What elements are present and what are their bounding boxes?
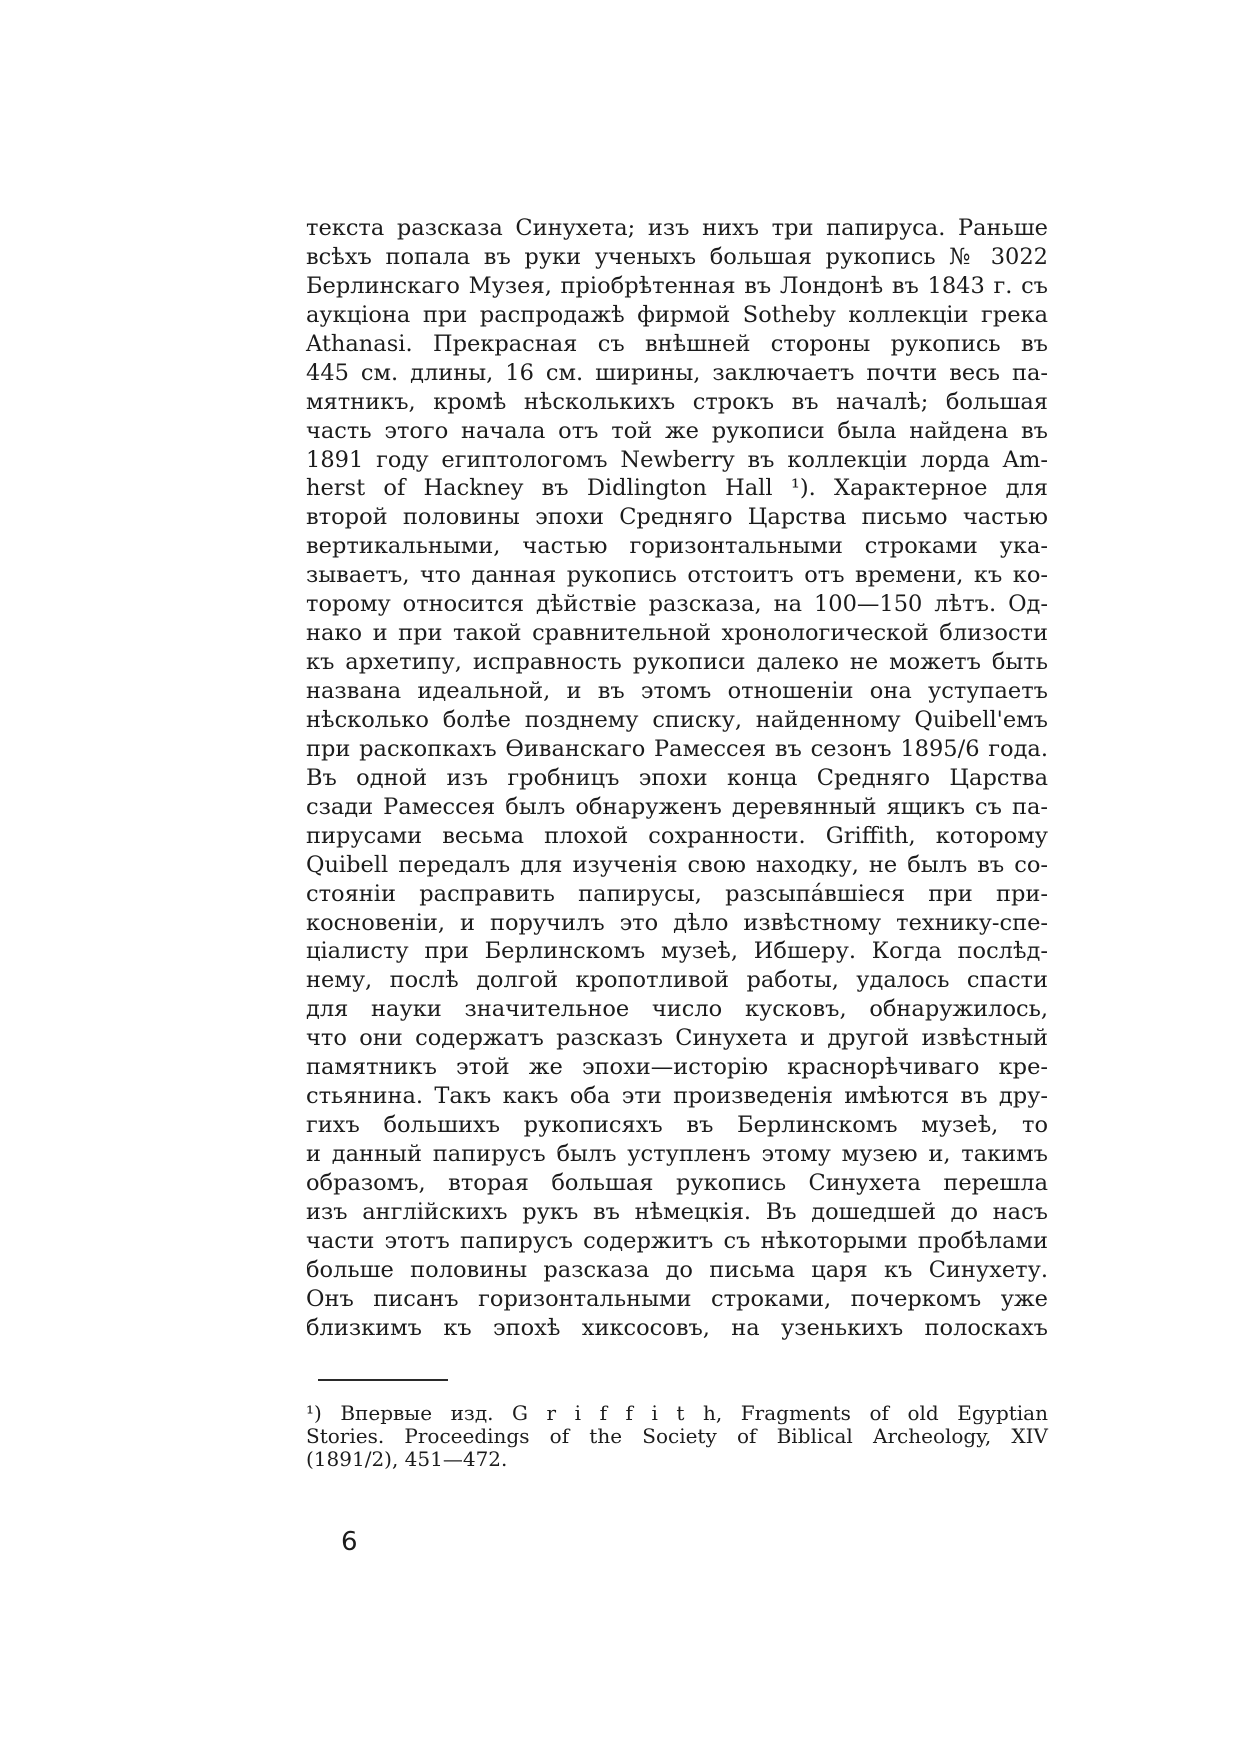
body-line: всѣхъ попала въ руки ученыхъ большая рукопись № 3022 bbox=[306, 243, 1048, 270]
body-line: текста разсказа Синухета; изъ нихъ три папируса. Раньше bbox=[306, 215, 1048, 241]
body-line: сзади Рамессея былъ обнаруженъ деревянный ящикъ съ па- bbox=[306, 793, 1048, 820]
body-line: зываетъ, что данная рукопись отстоитъ отъ времени, къ ко- bbox=[306, 562, 1048, 589]
body-line: ціалисту при Берлинскомъ музеѣ, Ибшеру. Когда послѣд- bbox=[306, 938, 1048, 965]
body-line: нѣсколько болѣе позднему списку, найденному Quibell'емъ bbox=[306, 706, 1048, 733]
body-line: памятникъ этой же эпохи—исторію краснорѣчиваго кре- bbox=[306, 1054, 1048, 1081]
body-line: 1891 году египтологомъ Newberry въ коллекціи лорда Am- bbox=[306, 446, 1048, 473]
body-line: стояніи расправить папирусы, разсыпа́вшіеся при при- bbox=[306, 880, 1048, 907]
body-line: и данный папирусъ былъ уступленъ этому музею и, такимъ bbox=[306, 1141, 1048, 1167]
body-line: части этотъ папирусъ содержитъ съ нѣкоторыми пробѣлами bbox=[306, 1227, 1048, 1254]
footnote-line: ¹) Впервые изд. G r i f f i t h, Fragments of old Egyptian bbox=[306, 1401, 1048, 1425]
page-number: 6 bbox=[341, 1527, 358, 1557]
footnote bbox=[306, 1402, 1048, 1471]
body-line: Въ одной изъ гробницъ эпохи конца Средняго Царства bbox=[306, 764, 1048, 791]
body-line: Берлинскаго Музея, пріобрѣтенная въ Лондонѣ въ 1843 г. съ bbox=[306, 272, 1048, 299]
body-text bbox=[306, 214, 1048, 1343]
body-line: Athanasi. Прекрасная съ внѣшней стороны рукопись въ bbox=[306, 330, 1048, 357]
body-line: торому относится дѣйствіе разсказа, на 100—150 лѣтъ. Од- bbox=[306, 591, 1048, 618]
body-line: больше половины разсказа до письма царя къ Синухету. bbox=[306, 1256, 1048, 1283]
footnote-line: Stories. Proceedings of the Society of Biblical Archeology, XIV bbox=[306, 1424, 1048, 1448]
body-line: нако и при такой сравнительной хронологической близости bbox=[306, 620, 1048, 647]
body-line: часть этого начала отъ той же рукописи была найдена въ bbox=[306, 417, 1048, 444]
body-line: herst of Hackney въ Didlington Hall ¹). Характерное для bbox=[306, 475, 1048, 502]
body-line: при раскопкахъ Ѳиванскаго Рамессея въ сезонъ 1895/6 года. bbox=[306, 735, 1048, 762]
body-line: для науки значительное число кусковъ, обнаружилось, bbox=[306, 996, 1048, 1023]
body-line: что они содержатъ разсказъ Синухета и другой извѣстный bbox=[306, 1025, 1048, 1052]
body-line: къ архетипу, исправность рукописи далеко не можетъ быть bbox=[306, 649, 1048, 676]
body-line: второй половины эпохи Средняго Царства письмо частью bbox=[306, 504, 1048, 531]
body-line: гихъ большихъ рукописяхъ въ Берлинскомъ музеѣ, то bbox=[306, 1112, 1048, 1139]
body-line: Quibell передалъ для изученія свою находку, не былъ въ со- bbox=[306, 851, 1048, 878]
body-line: изъ англійскихъ рукъ въ нѣмецкія. Въ дошедшей до насъ bbox=[306, 1198, 1048, 1225]
body-line: образомъ, вторая большая рукопись Синухета перешла bbox=[306, 1169, 1048, 1196]
body-line: 445 см. длины, 16 см. ширины, заключаетъ почти весь па- bbox=[306, 359, 1048, 386]
body-line: нему, послѣ долгой кропотливой работы, удалось спасти bbox=[306, 967, 1048, 994]
body-line: аукціона при распродажѣ фирмой Sotheby коллекціи грека bbox=[306, 301, 1048, 328]
body-line: косновеніи, и поручилъ это дѣло извѣстному технику-спе- bbox=[306, 909, 1048, 936]
footnote-divider bbox=[318, 1379, 448, 1381]
body-line: стьянина. Такъ какъ оба эти произведенія имѣются въ дру- bbox=[306, 1083, 1048, 1110]
body-line: Онъ писанъ горизонтальными строками, почеркомъ уже bbox=[306, 1285, 1048, 1312]
body-line: пирусами весьма плохой сохранности. Griffith, которому bbox=[306, 822, 1048, 849]
body-line: мятникъ, кромѣ нѣсколькихъ строкъ въ началѣ; большая bbox=[306, 388, 1048, 415]
footnote-line: (1891/2), 451—472. bbox=[306, 1447, 508, 1471]
body-line: близкимъ къ эпохѣ хиксосовъ, на узенькихъ полоскахъ bbox=[306, 1314, 1048, 1341]
body-line: названа идеальной, и въ этомъ отношеніи она уступаетъ bbox=[306, 678, 1048, 704]
body-line: вертикальными, частью горизонтальными строками ука- bbox=[306, 533, 1048, 560]
